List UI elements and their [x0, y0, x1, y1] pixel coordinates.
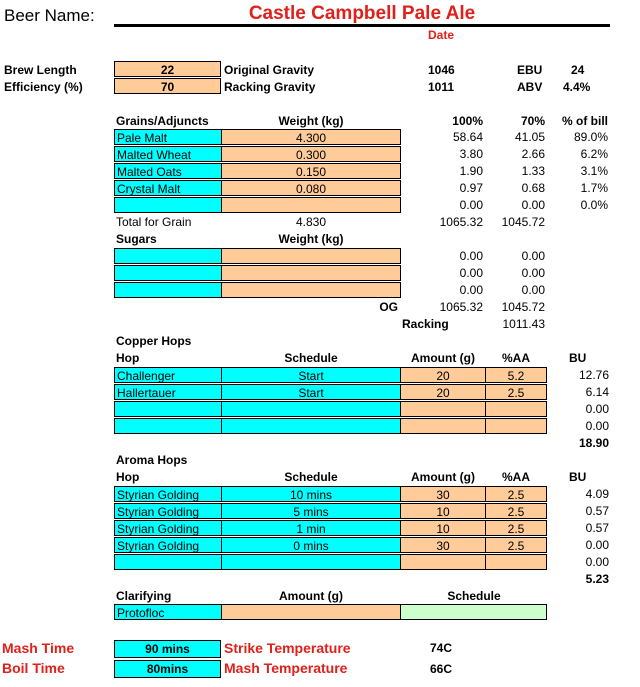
sugar-weight-input[interactable]: [221, 248, 401, 264]
mash-temperature-value: 66C: [430, 662, 453, 676]
grains-header: Grains/Adjuncts: [116, 114, 209, 128]
grain-100-value: 58.64: [452, 130, 483, 144]
aroma-hop-bu-value: 0.00: [585, 555, 609, 569]
brew-length-label: Brew Length: [4, 63, 77, 77]
beer-name-label: Beer Name:: [4, 6, 95, 25]
copper-hop-schedule-input[interactable]: Start: [221, 384, 401, 400]
grain-bill-value: 6.2%: [580, 147, 608, 161]
boil-time-label: Boil Time: [2, 660, 65, 676]
grain-100-value: 0.97: [459, 181, 483, 195]
copper-hop-amount-input[interactable]: [400, 418, 486, 434]
aroma-amount-header: Amount (g): [411, 470, 475, 484]
grain-name-input[interactable]: [114, 197, 222, 213]
sugar-weight-input[interactable]: [221, 265, 401, 281]
aroma-hop-amount-input[interactable]: 30: [400, 486, 486, 502]
copper-hop-schedule-input[interactable]: [221, 418, 401, 434]
sugar-100-value: 0.00: [459, 283, 483, 297]
copper-hop-bu-value: 12.76: [578, 368, 609, 382]
copper-hop-aa-input[interactable]: 2.5: [485, 384, 547, 400]
grain-total-weight: 4.830: [295, 215, 327, 229]
aroma-hop-header: Hop: [116, 470, 140, 484]
copper-hop-bu-value: 0.00: [585, 402, 609, 416]
copper-hop-amount-input[interactable]: [400, 401, 486, 417]
copper-bu-header: BU: [569, 351, 587, 365]
copper-hops-total-bu: 18.90: [578, 436, 609, 450]
aroma-hop-aa-input[interactable]: 2.5: [485, 503, 547, 519]
aroma-hop-name-input[interactable]: Styrian Golding: [114, 537, 222, 553]
copper-hop-schedule-input[interactable]: [221, 401, 401, 417]
aroma-hops-total-bu: 5.23: [585, 572, 609, 586]
aroma-bu-header: BU: [569, 470, 587, 484]
copper-hop-aa-input[interactable]: [485, 418, 547, 434]
grains-bill-header: % of bill: [562, 114, 608, 128]
aroma-hop-name-input[interactable]: [114, 554, 222, 570]
copper-hop-bu-value: 6.14: [585, 385, 609, 399]
copper-hop-amount-input[interactable]: 20: [400, 384, 486, 400]
sugars-header: Sugars: [116, 232, 157, 246]
grain-70-value: 41.05: [514, 130, 545, 144]
clarifying-header: Clarifying: [116, 589, 172, 603]
grain-100-value: 3.80: [459, 147, 483, 161]
sugar-70-value: 0.00: [521, 283, 545, 297]
grain-100-value: 0.00: [459, 198, 483, 212]
aroma-hop-schedule-input[interactable]: 0 mins: [221, 537, 401, 553]
og-value: 1046: [428, 63, 455, 77]
strike-temperature-value: 74C: [430, 641, 453, 655]
sugar-70-value: 0.00: [521, 266, 545, 280]
efficiency-input[interactable]: 70: [114, 78, 221, 94]
title-underline: [114, 24, 610, 27]
copper-amount-header: Amount (g): [411, 351, 475, 365]
grain-name-input[interactable]: Malted Oats: [114, 163, 222, 179]
grain-name-input[interactable]: Pale Malt: [114, 129, 222, 145]
grain-70-value: 0.68: [521, 181, 545, 195]
copper-hop-aa-input[interactable]: [485, 401, 547, 417]
mash-time-input[interactable]: 90 mins: [114, 640, 221, 658]
og-label: Original Gravity: [224, 63, 315, 77]
grain-bill-value: 1.7%: [580, 181, 608, 195]
date-label: Date: [428, 28, 455, 42]
grain-weight-input[interactable]: 0.150: [221, 163, 401, 179]
aroma-hop-amount-input[interactable]: 10: [400, 520, 486, 536]
mash-temperature-label: Mash Temperature: [224, 660, 348, 676]
sugar-name-input[interactable]: [114, 265, 222, 281]
copper-hop-name-input[interactable]: [114, 418, 222, 434]
aroma-hop-schedule-input[interactable]: [221, 554, 401, 570]
calc-racking-label: Racking: [402, 317, 449, 331]
sugar-100-value: 0.00: [459, 266, 483, 280]
efficiency-label: Efficiency (%): [4, 80, 83, 94]
aroma-hop-bu-value: 0.57: [585, 504, 609, 518]
abv-label: ABV: [517, 80, 543, 94]
aroma-hop-schedule-input[interactable]: 5 mins: [221, 503, 401, 519]
grains-100-header: 100%: [452, 114, 483, 128]
sugar-70-value: 0.00: [521, 249, 545, 263]
clarifying-amount-header: Amount (g): [279, 589, 343, 603]
grain-70-value: 2.66: [521, 147, 545, 161]
grain-bill-value: 0.0%: [580, 198, 608, 212]
copper-schedule-header: Schedule: [284, 351, 338, 365]
calc-og-label: OG: [379, 300, 398, 314]
aroma-hop-amount-input[interactable]: [400, 554, 486, 570]
aroma-hop-amount-input[interactable]: 10: [400, 503, 486, 519]
aroma-hop-bu-value: 0.57: [585, 521, 609, 535]
aroma-hop-amount-input[interactable]: 30: [400, 537, 486, 553]
grain-70-value: 1.33: [521, 164, 545, 178]
copper-hop-schedule-input[interactable]: Start: [221, 367, 401, 383]
brew-length-input[interactable]: 22: [114, 61, 221, 77]
boil-time-input[interactable]: 80mins: [114, 660, 221, 678]
grains-weight-header: Weight (kg): [278, 114, 344, 128]
sugar-100-value: 0.00: [459, 249, 483, 263]
grain-bill-value: 3.1%: [580, 164, 608, 178]
rg-label: Racking Gravity: [224, 80, 316, 94]
grain-weight-input[interactable]: 0.300: [221, 146, 401, 162]
ebu-value: 24: [571, 63, 585, 77]
grain-name-input[interactable]: Crystal Malt: [114, 180, 222, 196]
copper-hop-header: Hop: [116, 351, 140, 365]
copper-hop-bu-value: 0.00: [585, 419, 609, 433]
grain-total-70: 1045.72: [501, 215, 545, 229]
sugar-weight-input[interactable]: [221, 282, 401, 298]
aroma-hop-bu-value: 0.00: [585, 538, 609, 552]
strike-temperature-label: Strike Temperature: [224, 640, 351, 656]
grain-100-value: 1.90: [459, 164, 483, 178]
copper-aa-header: %AA: [501, 351, 530, 365]
aroma-aa-header: %AA: [501, 470, 530, 484]
grain-name-input[interactable]: Malted Wheat: [114, 146, 222, 162]
grain-weight-input[interactable]: 4.300: [221, 129, 401, 145]
grain-weight-input[interactable]: [221, 197, 401, 213]
aroma-hop-aa-input[interactable]: 2.5: [485, 520, 547, 536]
clarifying-schedule-header: Schedule: [447, 589, 501, 603]
aroma-hop-aa-input[interactable]: [485, 554, 547, 570]
beer-name-value[interactable]: Castle Campbell Pale Ale: [248, 3, 476, 24]
copper-hop-name-input[interactable]: Challenger: [114, 367, 222, 383]
grain-weight-input[interactable]: 0.080: [221, 180, 401, 196]
copper-hop-name-input[interactable]: [114, 401, 222, 417]
calc-og-70: 1045.72: [501, 300, 545, 314]
aroma-schedule-header: Schedule: [284, 470, 338, 484]
grain-bill-value: 89.0%: [573, 130, 608, 144]
copper-hop-amount-input[interactable]: 20: [400, 367, 486, 383]
copper-hop-aa-input[interactable]: 5.2: [485, 367, 547, 383]
aroma-hop-schedule-input[interactable]: 1 min: [221, 520, 401, 536]
sugars-weight-header: Weight (kg): [278, 232, 344, 246]
abv-value: 4.4%: [563, 80, 591, 94]
clarifying-schedule-input[interactable]: [400, 604, 547, 620]
clarifying-name-input[interactable]: Protofloc: [114, 604, 222, 620]
aroma-hop-name-input[interactable]: Styrian Golding: [114, 520, 222, 536]
copper-hop-name-input[interactable]: Hallertauer: [114, 384, 222, 400]
calc-og-100: 1065.32: [439, 300, 483, 314]
aroma-hops-section: Aroma Hops: [116, 453, 188, 467]
aroma-hop-aa-input[interactable]: 2.5: [485, 486, 547, 502]
grain-total-100: 1065.32: [439, 215, 483, 229]
copper-hops-section: Copper Hops: [116, 334, 192, 348]
aroma-hop-aa-input[interactable]: 2.5: [485, 537, 547, 553]
aroma-hop-schedule-input[interactable]: 10 mins: [221, 486, 401, 502]
grain-70-value: 0.00: [521, 198, 545, 212]
calc-racking-70: 1011.43: [502, 317, 545, 331]
rg-value: 1011: [428, 80, 455, 94]
aroma-hop-name-input[interactable]: Styrian Golding: [114, 486, 222, 502]
sugar-name-input[interactable]: [114, 282, 222, 298]
grain-total-label: Total for Grain: [116, 215, 192, 229]
aroma-hop-bu-value: 4.09: [585, 487, 609, 501]
sugar-name-input[interactable]: [114, 248, 222, 264]
ebu-label: EBU: [517, 63, 543, 77]
clarifying-amount-input[interactable]: [221, 604, 401, 620]
mash-time-label: Mash Time: [2, 640, 75, 656]
grains-70-header: 70%: [520, 114, 545, 128]
aroma-hop-name-input[interactable]: Styrian Golding: [114, 503, 222, 519]
